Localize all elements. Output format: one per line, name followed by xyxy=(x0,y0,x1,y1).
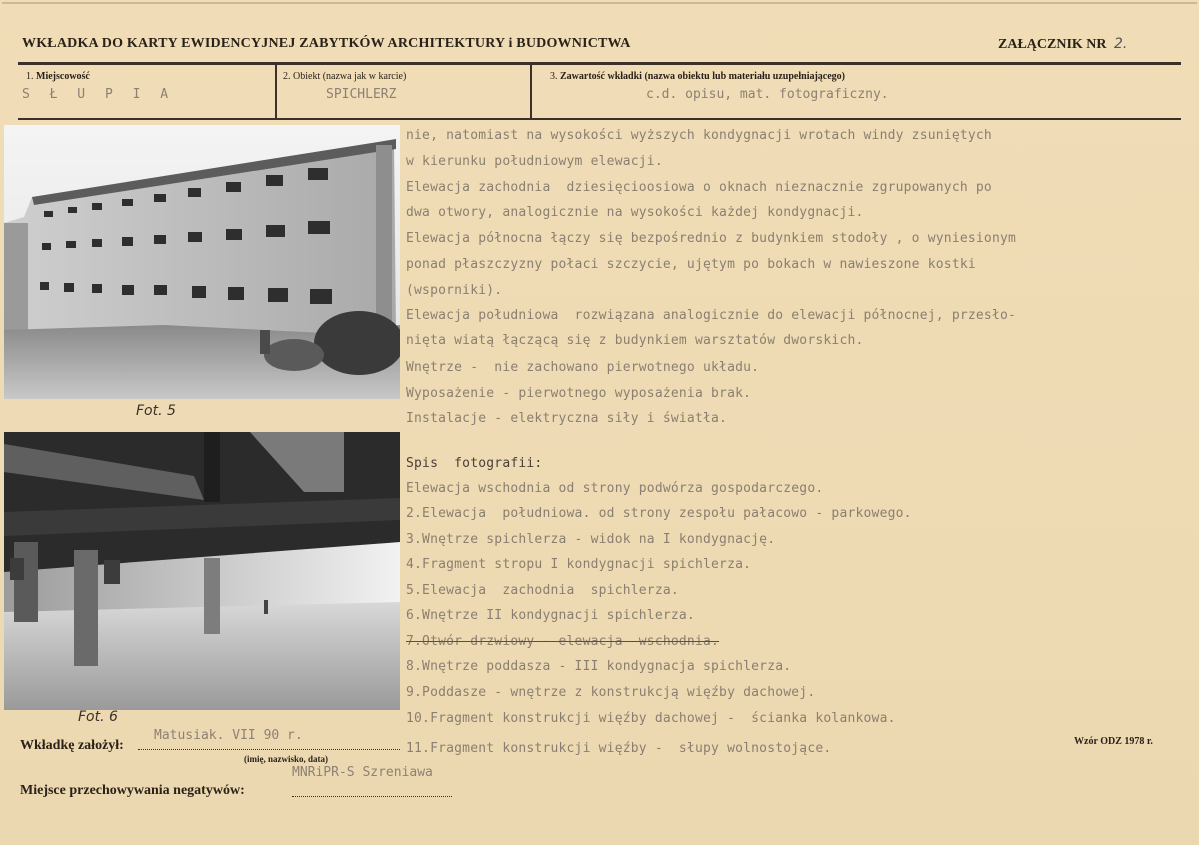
template-mark: Wzór ODZ 1978 r. xyxy=(1074,736,1153,747)
author-hint: (imię, nazwisko, data) xyxy=(244,754,328,764)
field2-label-text: Obiekt (nazwa jak w karcie) xyxy=(293,71,407,82)
card-edge xyxy=(2,2,1197,4)
description-line-4: dwa otwory, analogicznie na wysokości każdej kondygnacji. xyxy=(406,205,864,220)
author-value: Matusiak. VII 90 r. xyxy=(154,728,303,743)
header-divider-2 xyxy=(530,65,532,119)
header-rule-top xyxy=(18,62,1181,65)
header-divider-1 xyxy=(275,65,277,119)
description-line-9: nięta wiatą łączącą się z budynkiem warsztatów dworskich. xyxy=(406,333,864,348)
description-line-5: Elewacja północna łączy się bezpośrednio z budynkiem stodoły , o wyniesionym xyxy=(406,231,1017,246)
annex-number: 2. xyxy=(1114,36,1128,52)
photo-list-item-3: 3.Wnętrze spichlerza - widok na I kondygnację. xyxy=(406,532,776,547)
description-line-1: nie, natomiast na wysokości wyższych kondygnacji wrotach windy zsuniętych xyxy=(406,128,992,143)
photo-list-item-1: Elewacja wschodnia od strony podwórza gospodarczego. xyxy=(406,481,824,496)
field2-number: 2. xyxy=(283,71,291,82)
field2-label xyxy=(283,71,406,82)
description-line-10: Wnętrze - nie zachowano pierwotnego układu. xyxy=(406,360,760,375)
field1-number: 1. xyxy=(26,71,34,82)
author-label: Wkładkę założył: xyxy=(20,738,124,753)
photo-interior xyxy=(4,432,400,710)
description-line-6: ponad płaszczyzny połaci szczycie, ujętym po bokach w nawieszone kostki xyxy=(406,257,976,272)
description-line-8: Elewacja południowa rozwiązana analogicznie do elewacji północnej, przesło- xyxy=(406,308,1017,323)
card-title: WKŁADKA DO KARTY EWIDENCYJNEJ ZABYTKÓW ARCHITEKTURY i BUDOWNICTWA xyxy=(22,36,631,51)
description-line-12: Instalacje - elektryczna siły i światła. xyxy=(406,411,728,426)
photo-list-item-7-struck: 7.Otwór drzwiowy - elewacja wschodnia. xyxy=(406,634,720,649)
field2-value: SPICHLERZ xyxy=(326,87,397,102)
photo-list-item-5: 5.Elewacja zachodnia spichlerza. xyxy=(406,583,679,598)
field1-value: S Ł U P I A xyxy=(22,87,175,102)
photo-list-item-9: 9.Poddasze - wnętrze z konstrukcją więźby dachowej. xyxy=(406,685,816,700)
description-line-2: w kierunku południowym elewacji. xyxy=(406,154,663,169)
photo-list-item-8: 8.Wnętrze poddasza - III kondygnacja spichlerza. xyxy=(406,659,792,674)
description-line-11: Wyposażenie - pierwotnego wyposażenia brak. xyxy=(406,386,752,401)
field3-value: c.d. opisu, mat. fotograficzny. xyxy=(646,87,889,102)
description-line-3: Elewacja zachodnia dziesięcioosiowa o oknach nieznacznie zgrupowanych po xyxy=(406,180,992,195)
annex-label-text: ZAŁĄCZNIK NR xyxy=(998,37,1107,52)
photo-list-item-2: 2.Elewacja południowa. od strony zespołu pałacowo - parkowego. xyxy=(406,506,912,521)
storage-label: Miejsce przechowywania negatywów: xyxy=(20,783,245,798)
photo-list-item-4: 4.Fragment stropu I kondygnacji spichlerza. xyxy=(406,557,752,572)
field3-number: 3. xyxy=(550,71,558,82)
photo-caption-5: Fot. 5 xyxy=(136,403,176,419)
photo-list-item-10: 10.Fragment konstrukcji więźby dachowej - ścianka kolankowa. xyxy=(406,711,896,726)
storage-value: MNRiPR-S Szreniawa xyxy=(292,765,433,780)
photo-list-heading: Spis fotografii: xyxy=(406,456,543,471)
header-rule-bottom xyxy=(18,118,1181,120)
field1-label xyxy=(26,71,90,82)
field3-label-text: Zawartość wkładki (nazwa obiektu lub materiału uzupełniającego) xyxy=(560,71,846,82)
photo-exterior-elevation xyxy=(4,125,400,399)
author-dotted-line xyxy=(138,749,400,750)
storage-dotted-line xyxy=(292,796,452,797)
photo-exterior-image xyxy=(4,125,400,399)
photo-list-item-11: 11.Fragment konstrukcji więźby - słupy wolnostojące. xyxy=(406,741,832,756)
field3-label xyxy=(550,71,845,82)
photo-list-item-6: 6.Wnętrze II kondygnacji spichlerza. xyxy=(406,608,695,623)
description-line-7: (wsporniki). xyxy=(406,283,503,298)
photo-interior-image xyxy=(4,432,400,710)
field1-label-text: Miejscowość xyxy=(36,71,90,82)
annex-label xyxy=(998,36,1127,53)
photo-caption-6: Fot. 6 xyxy=(78,709,118,725)
